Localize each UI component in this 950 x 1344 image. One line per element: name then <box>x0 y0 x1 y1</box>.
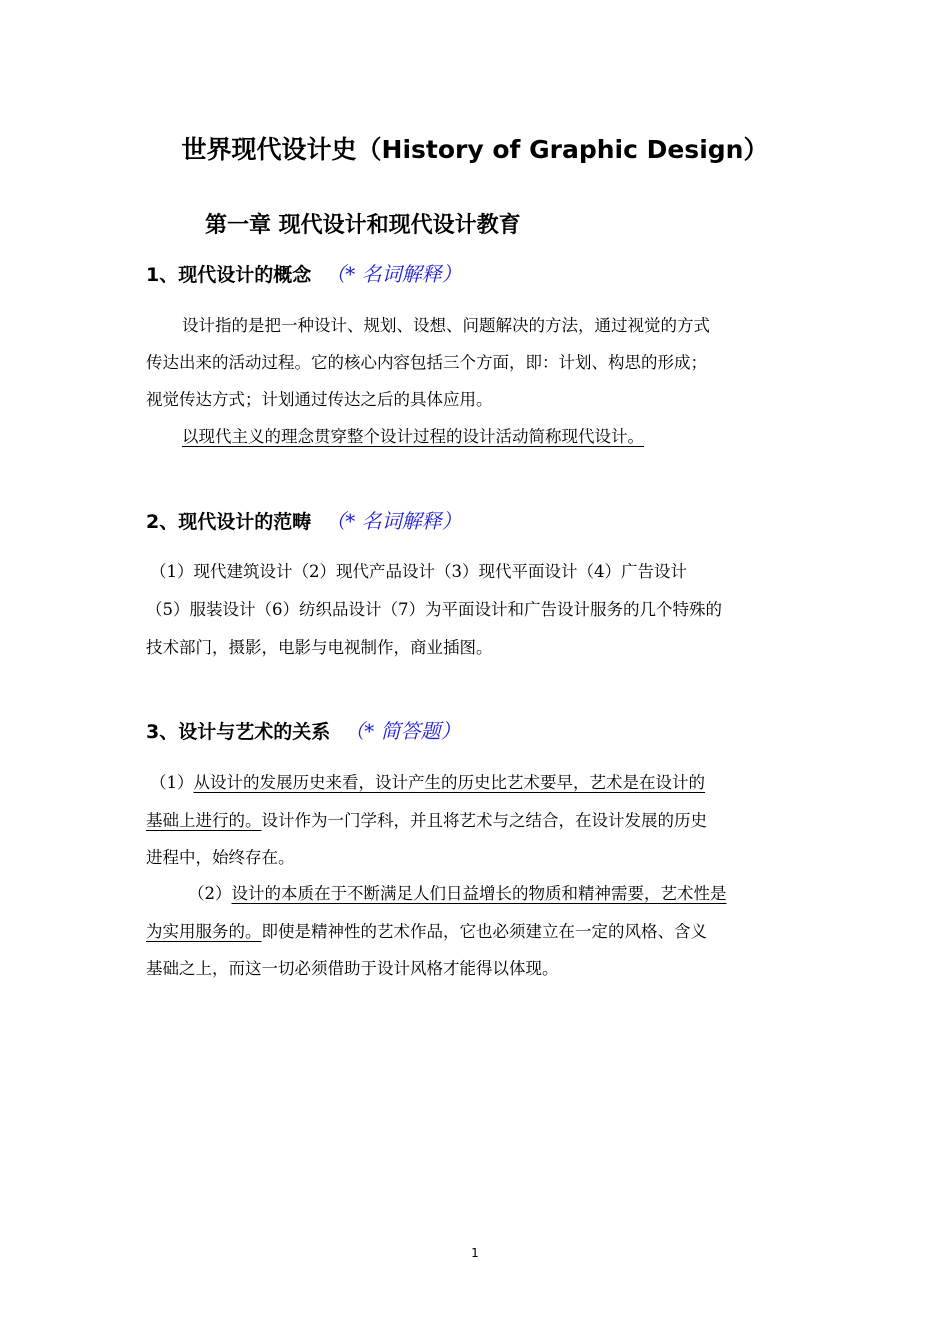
section-2-line-3: 技术部门，摄影，电影与电视制作，商业插图。 <box>146 638 493 657</box>
section-3-p1-prefix: （1） <box>150 773 194 792</box>
section-3-p1-underlined: 从设计的发展历史来看，设计产生的历史比艺术要早，艺术是在设计的 <box>193 773 705 792</box>
section-2-heading <box>146 506 462 537</box>
section-2-line-1: （1）现代建筑设计（2）现代产品设计（3）现代平面设计（4）广告设计 <box>150 562 687 581</box>
section-3-p2-underlined: 设计的本质在于不断满足人们日益增长的物质和精神需要，艺术性是 <box>231 884 727 903</box>
section-3-p1-line-2-rest: 设计作为一门学科，并且将艺术与之结合，在设计发展的历史 <box>261 811 707 830</box>
section-2-heading-text: 2、现代设计的范畴 <box>146 511 312 533</box>
section-1-tag: （* 名词解释） <box>325 262 462 286</box>
section-3-heading <box>146 716 461 747</box>
section-3-p1-line-2-underlined: 基础上进行的。 <box>146 811 262 830</box>
section-3-p1-line-1 <box>150 768 705 798</box>
section-3-p1-line-3: 进程中，始终存在。 <box>146 848 295 867</box>
document-title: 世界现代设计史（History of Graphic Design） <box>181 135 769 164</box>
section-1-line-1: 设计指的是把一种设计、规划、设想、问题解决的方法，通过视觉的方式 <box>182 316 710 335</box>
chapter-title: 第一章 现代设计和现代设计教育 <box>205 213 521 238</box>
section-2-tag: （* 名词解释） <box>325 509 462 533</box>
section-1-definition: 以现代主义的理念贯穿整个设计过程的设计活动简称现代设计。 <box>182 427 644 446</box>
section-1-heading <box>146 259 462 290</box>
section-3-p1-line-2 <box>146 806 707 836</box>
section-3-p2-line-2 <box>146 917 707 947</box>
section-3-p2-prefix: （2） <box>188 884 232 903</box>
section-3-p2-line-2-rest: 即使是精神性的艺术作品，它也必须建立在一定的风格、含义 <box>261 922 707 941</box>
section-3-p2-line-1 <box>188 879 727 909</box>
section-3-p2-line-3: 基础之上，而这一切必须借助于设计风格才能得以体现。 <box>146 959 559 978</box>
section-1-line-3: 视觉传达方式；计划通过传达之后的具体应用。 <box>146 390 493 409</box>
section-3-p2-line-2-underlined: 为实用服务的。 <box>146 922 262 941</box>
section-3-heading-text: 3、设计与艺术的关系 <box>146 721 331 743</box>
section-1-line-2: 传达出来的活动过程。它的核心内容包括三个方面，即：计划、构思的形成； <box>146 353 707 372</box>
section-3-tag: （* 简答题） <box>344 719 461 743</box>
section-1-heading-text: 1、现代设计的概念 <box>146 264 312 286</box>
page-number: 1 <box>471 1246 479 1260</box>
section-2-line-2: （5）服装设计（6）纺织品设计（7）为平面设计和广告设计服务的几个特殊的 <box>146 600 722 619</box>
